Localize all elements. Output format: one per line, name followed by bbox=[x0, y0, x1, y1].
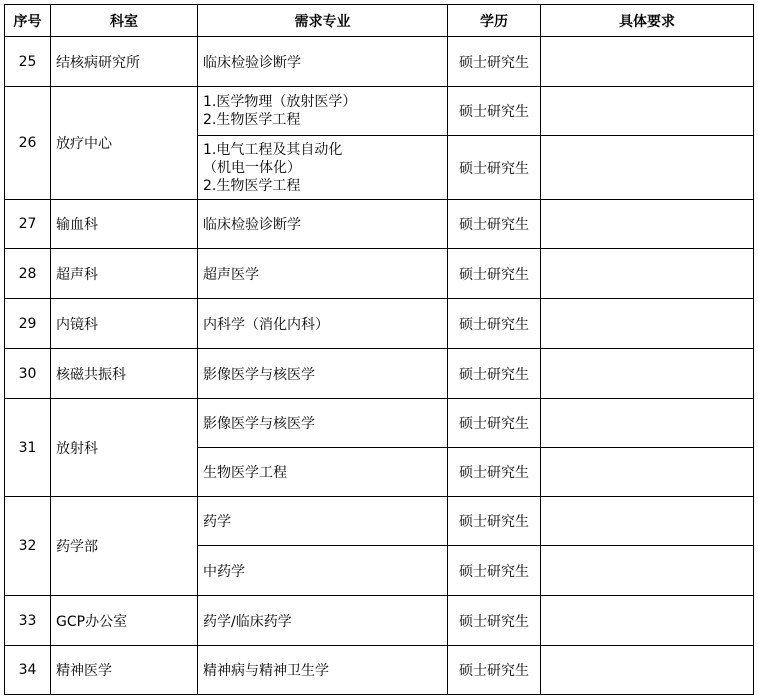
row-department: 放射科 bbox=[51, 399, 198, 497]
row-degree: 硕士研究生 bbox=[448, 546, 541, 596]
major-line: 1.电气工程及其自动化 bbox=[203, 141, 343, 158]
row-no: 28 bbox=[5, 249, 51, 299]
row-degree: 硕士研究生 bbox=[448, 37, 541, 87]
row-department: 药学部 bbox=[51, 497, 198, 596]
row-major: 影像医学与核医学 bbox=[198, 399, 448, 448]
row-no: 29 bbox=[5, 299, 51, 349]
row-major: 超声医学 bbox=[198, 249, 448, 299]
header-row bbox=[5, 5, 754, 37]
recruitment-table bbox=[4, 4, 754, 695]
table-row bbox=[5, 299, 754, 349]
row-requirements bbox=[541, 448, 754, 497]
row-no: 27 bbox=[5, 200, 51, 249]
row-requirements bbox=[541, 596, 754, 646]
table-row bbox=[5, 596, 754, 646]
row-no: 33 bbox=[5, 596, 51, 646]
row-requirements bbox=[541, 299, 754, 349]
row-requirements bbox=[541, 87, 754, 136]
table-row bbox=[5, 399, 754, 448]
header-degree: 学历 bbox=[448, 5, 541, 37]
row-degree: 硕士研究生 bbox=[448, 497, 541, 546]
row-major: 精神病与精神卫生学 bbox=[198, 646, 448, 695]
row-major: 影像医学与核医学 bbox=[198, 349, 448, 399]
row-department: 结核病研究所 bbox=[51, 37, 198, 87]
row-no: 25 bbox=[5, 37, 51, 87]
row-department: 放疗中心 bbox=[51, 87, 198, 200]
row-department: GCP办公室 bbox=[51, 596, 198, 646]
row-requirements bbox=[541, 349, 754, 399]
row-department: 超声科 bbox=[51, 249, 198, 299]
row-requirements bbox=[541, 497, 754, 546]
row-degree: 硕士研究生 bbox=[448, 87, 541, 136]
header-requirements: 具体要求 bbox=[541, 5, 754, 37]
row-major: 生物医学工程 bbox=[198, 448, 448, 497]
row-no: 34 bbox=[5, 646, 51, 695]
row-major: 中药学 bbox=[198, 546, 448, 596]
row-degree: 硕士研究生 bbox=[448, 349, 541, 399]
row-no: 30 bbox=[5, 349, 51, 399]
major-line: 2.生物医学工程 bbox=[203, 112, 301, 128]
table-row bbox=[5, 497, 754, 546]
header-no: 序号 bbox=[5, 5, 51, 37]
row-requirements bbox=[541, 546, 754, 596]
major-line: 2.生物医学工程 bbox=[203, 177, 301, 194]
table-row bbox=[5, 249, 754, 299]
row-requirements bbox=[541, 37, 754, 87]
row-degree: 硕士研究生 bbox=[448, 646, 541, 695]
row-requirements bbox=[541, 136, 754, 200]
header-major: 需求专业 bbox=[198, 5, 448, 37]
row-requirements bbox=[541, 646, 754, 695]
table-row bbox=[5, 37, 754, 87]
row-degree: 硕士研究生 bbox=[448, 299, 541, 349]
row-major: 药学/临床药学 bbox=[198, 596, 448, 646]
major-line: （机电一体化） bbox=[203, 159, 301, 176]
row-degree: 硕士研究生 bbox=[448, 136, 541, 200]
row-major bbox=[198, 87, 448, 136]
major-line: 1.医学物理（放射医学） bbox=[203, 94, 357, 110]
row-department: 精神医学 bbox=[51, 646, 198, 695]
row-degree: 硕士研究生 bbox=[448, 200, 541, 249]
row-department: 输血科 bbox=[51, 200, 198, 249]
row-no: 32 bbox=[5, 497, 51, 596]
row-department: 核磁共振科 bbox=[51, 349, 198, 399]
row-requirements bbox=[541, 200, 754, 249]
table-row bbox=[5, 200, 754, 249]
row-degree: 硕士研究生 bbox=[448, 249, 541, 299]
table-row bbox=[5, 349, 754, 399]
row-major: 临床检验诊断学 bbox=[198, 200, 448, 249]
row-requirements bbox=[541, 249, 754, 299]
row-no: 26 bbox=[5, 87, 51, 200]
table-row bbox=[5, 87, 754, 136]
row-degree: 硕士研究生 bbox=[448, 448, 541, 497]
header-department: 科室 bbox=[51, 5, 198, 37]
row-degree: 硕士研究生 bbox=[448, 399, 541, 448]
row-major: 内科学（消化内科） bbox=[198, 299, 448, 349]
row-requirements bbox=[541, 399, 754, 448]
row-major bbox=[198, 136, 448, 200]
row-no: 31 bbox=[5, 399, 51, 497]
row-major: 药学 bbox=[198, 497, 448, 546]
table-row bbox=[5, 646, 754, 695]
row-department: 内镜科 bbox=[51, 299, 198, 349]
row-degree: 硕士研究生 bbox=[448, 596, 541, 646]
row-major: 临床检验诊断学 bbox=[198, 37, 448, 87]
